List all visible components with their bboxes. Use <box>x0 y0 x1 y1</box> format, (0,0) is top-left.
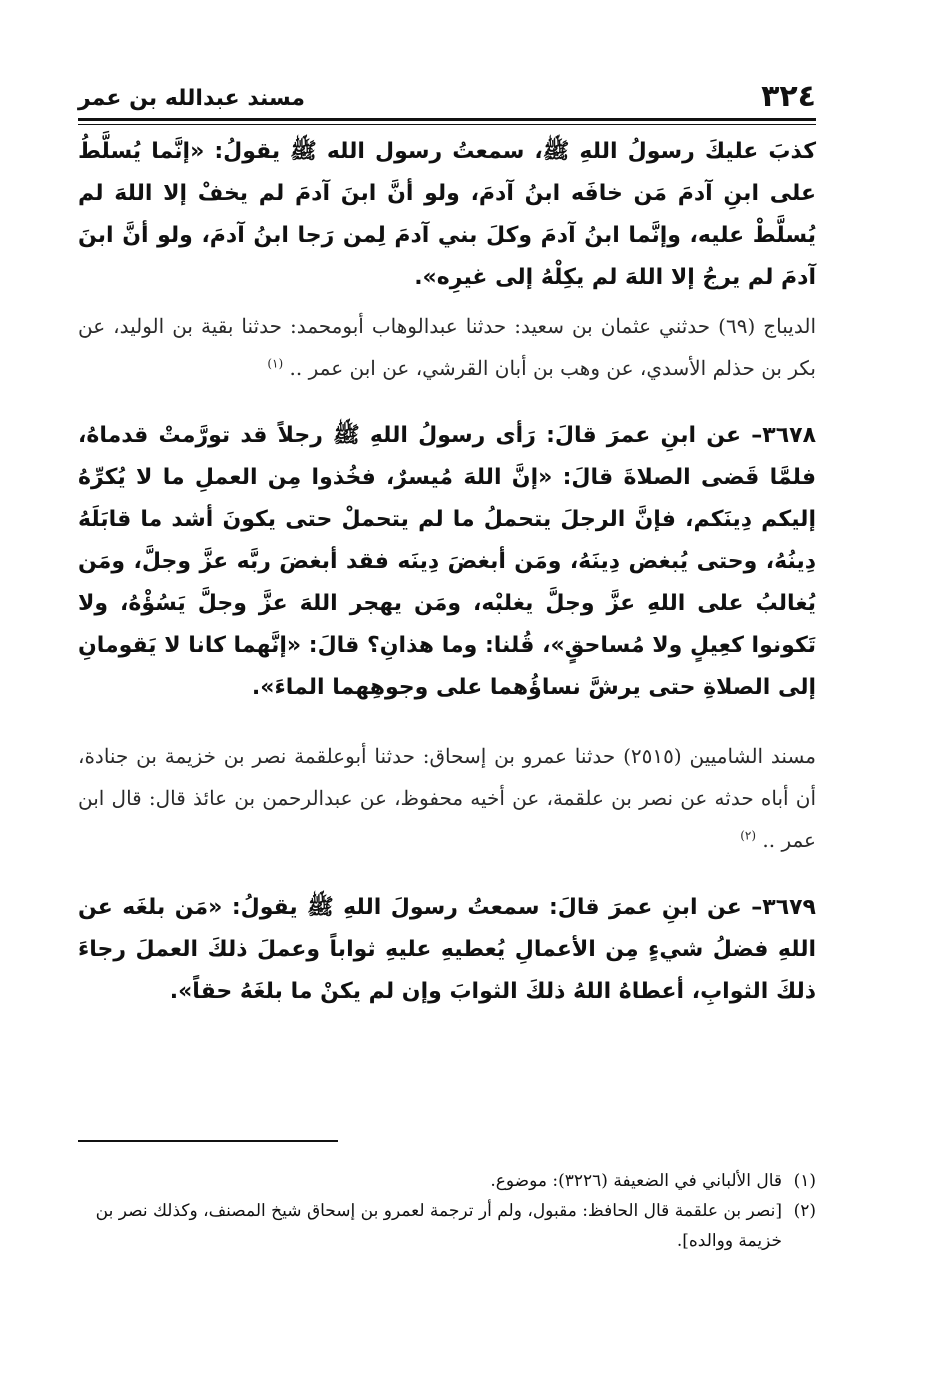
source-text: مسند الشاميين (٢٥١٥) حدثنا عمرو بن إسحاق: حدثنا أبوعلقمة نصر بن خزيمة بن جنادة، أن أباه حدثه عن نصر بن علقمة، عن أخيه محفوظ، عن عبدالرحمن بن عائذ قال: قال ابن عمر .. <box>78 744 816 852</box>
footnote-2 <box>78 1196 816 1256</box>
footnotes <box>78 1166 816 1256</box>
hadith-dash: – <box>741 423 763 448</box>
source-citation <box>78 735 816 861</box>
hadith-text <box>78 131 816 299</box>
running-title: مسند عبدالله بن عمر <box>78 86 306 111</box>
hadith-number: ٣٦٧٨ <box>762 423 817 448</box>
footnote-text: قال الألباني في الضعيفة (٣٢٢٦): موضوع. <box>490 1171 782 1191</box>
footnote-marker[interactable]: (١) <box>267 356 284 371</box>
footnote-number: (٢) <box>793 1201 816 1221</box>
hadith-dash: – <box>741 895 763 920</box>
hadith-entry <box>78 415 816 709</box>
source-citation <box>78 305 816 389</box>
footnote-1 <box>78 1166 816 1196</box>
hadith-number: ٣٦٧٩ <box>762 895 816 920</box>
footnote-text: [نصر بن علقمة قال الحافظ: مقبول، ولم أر ترجمة لعمرو بن إسحاق شيخ المصنف، وكذلك نصر بن خزيمة ووالده]. <box>95 1201 782 1251</box>
footnote-marker[interactable]: (٢) <box>740 828 757 843</box>
hadith-body: عن ابنِ عمرَ قالَ: رَأى رسولُ اللهِ ﷺ رجلاً قد تورَّمتْ قدماهُ، فلمَّا قَضى الصلاةَ قالَ: «إنَّ اللهَ مُيسرٌ، فخُذوا مِن العملِ ما لا يُكرِّهُ إليكم دِينَكم، فإنَّ الرجلَ يتحملُ ما لم يتحملْ حتى يكونَ أشد ما قابَلَهُ دِينُهُ، وحتى يُبغض دِينَهُ، ومَن أبغضَ دِينَه فقد أبغضَ ربَّه عزَّ وجلَّ، ومَن يُغالبُ على اللهِ عزَّ وجلَّ يغلبْه، ومَن يهجر اللهَ عزَّ وجلَّ يَسُؤْهُ، ولا تَكونوا كعِيلٍ ولا مُساحقٍ»، قُلنا: وما هذانِ؟ قالَ: «إنَّهما كانا لا يَقومانِ إلى الصلاةِ حتى يرشَّ نساؤُهما على وجوهِهما الماءَ». <box>78 423 816 700</box>
hadith-entry <box>78 887 816 1013</box>
hadith-body: عن ابنِ عمرَ قالَ: سمعتُ رسولَ اللهِ ﷺ يقولُ: «مَن بلغَه عن اللهِ فضلُ شيءٍ مِن الأعمالِ يُعطيهِ عليهِ ثواباً وعملَ ذلكَ العملَ رجاءَ ذلكَ الثوابِ، أعطاهُ اللهُ ذلكَ الثوابَ وإن لم يكنْ ما بلغَهُ حقاً». <box>78 895 816 1004</box>
footnote-number: (١) <box>793 1171 816 1191</box>
page <box>78 78 816 1013</box>
running-header <box>78 78 816 114</box>
footnote-rule <box>78 1140 338 1142</box>
header-rule <box>78 118 816 125</box>
source-text: الديباج (٦٩) حدثني عثمان بن سعيد: حدثنا عبدالوهاب أبومحمد: حدثنا بقية بن الوليد، عن بكر بن حذلم الأسدي، عن وهب بن أبان القرشي، عن ابن عمر .. <box>78 314 816 380</box>
hadith-body: كذبَ عليكَ رسولُ اللهِ ﷺ، سمعتُ رسول الله ﷺ يقولُ: «إنَّما يُسلَّطُ على ابنِ آدمَ مَن خافَه ابنُ آدمَ، ولو أنَّ ابنَ آدمَ لم يخفْ إلا اللهَ لم يُسلَّطْ عليه، وإنَّما ابنُ آدمَ وكلَ بني آدمَ لِمن رَجا ابنُ آدمَ، ولو أنَّ ابنَ آدمَ لم يرجُ إلا اللهَ لم يكِلْهُ إلى غيرِه». <box>78 139 816 290</box>
page-number: ٣٢٤ <box>761 79 816 114</box>
